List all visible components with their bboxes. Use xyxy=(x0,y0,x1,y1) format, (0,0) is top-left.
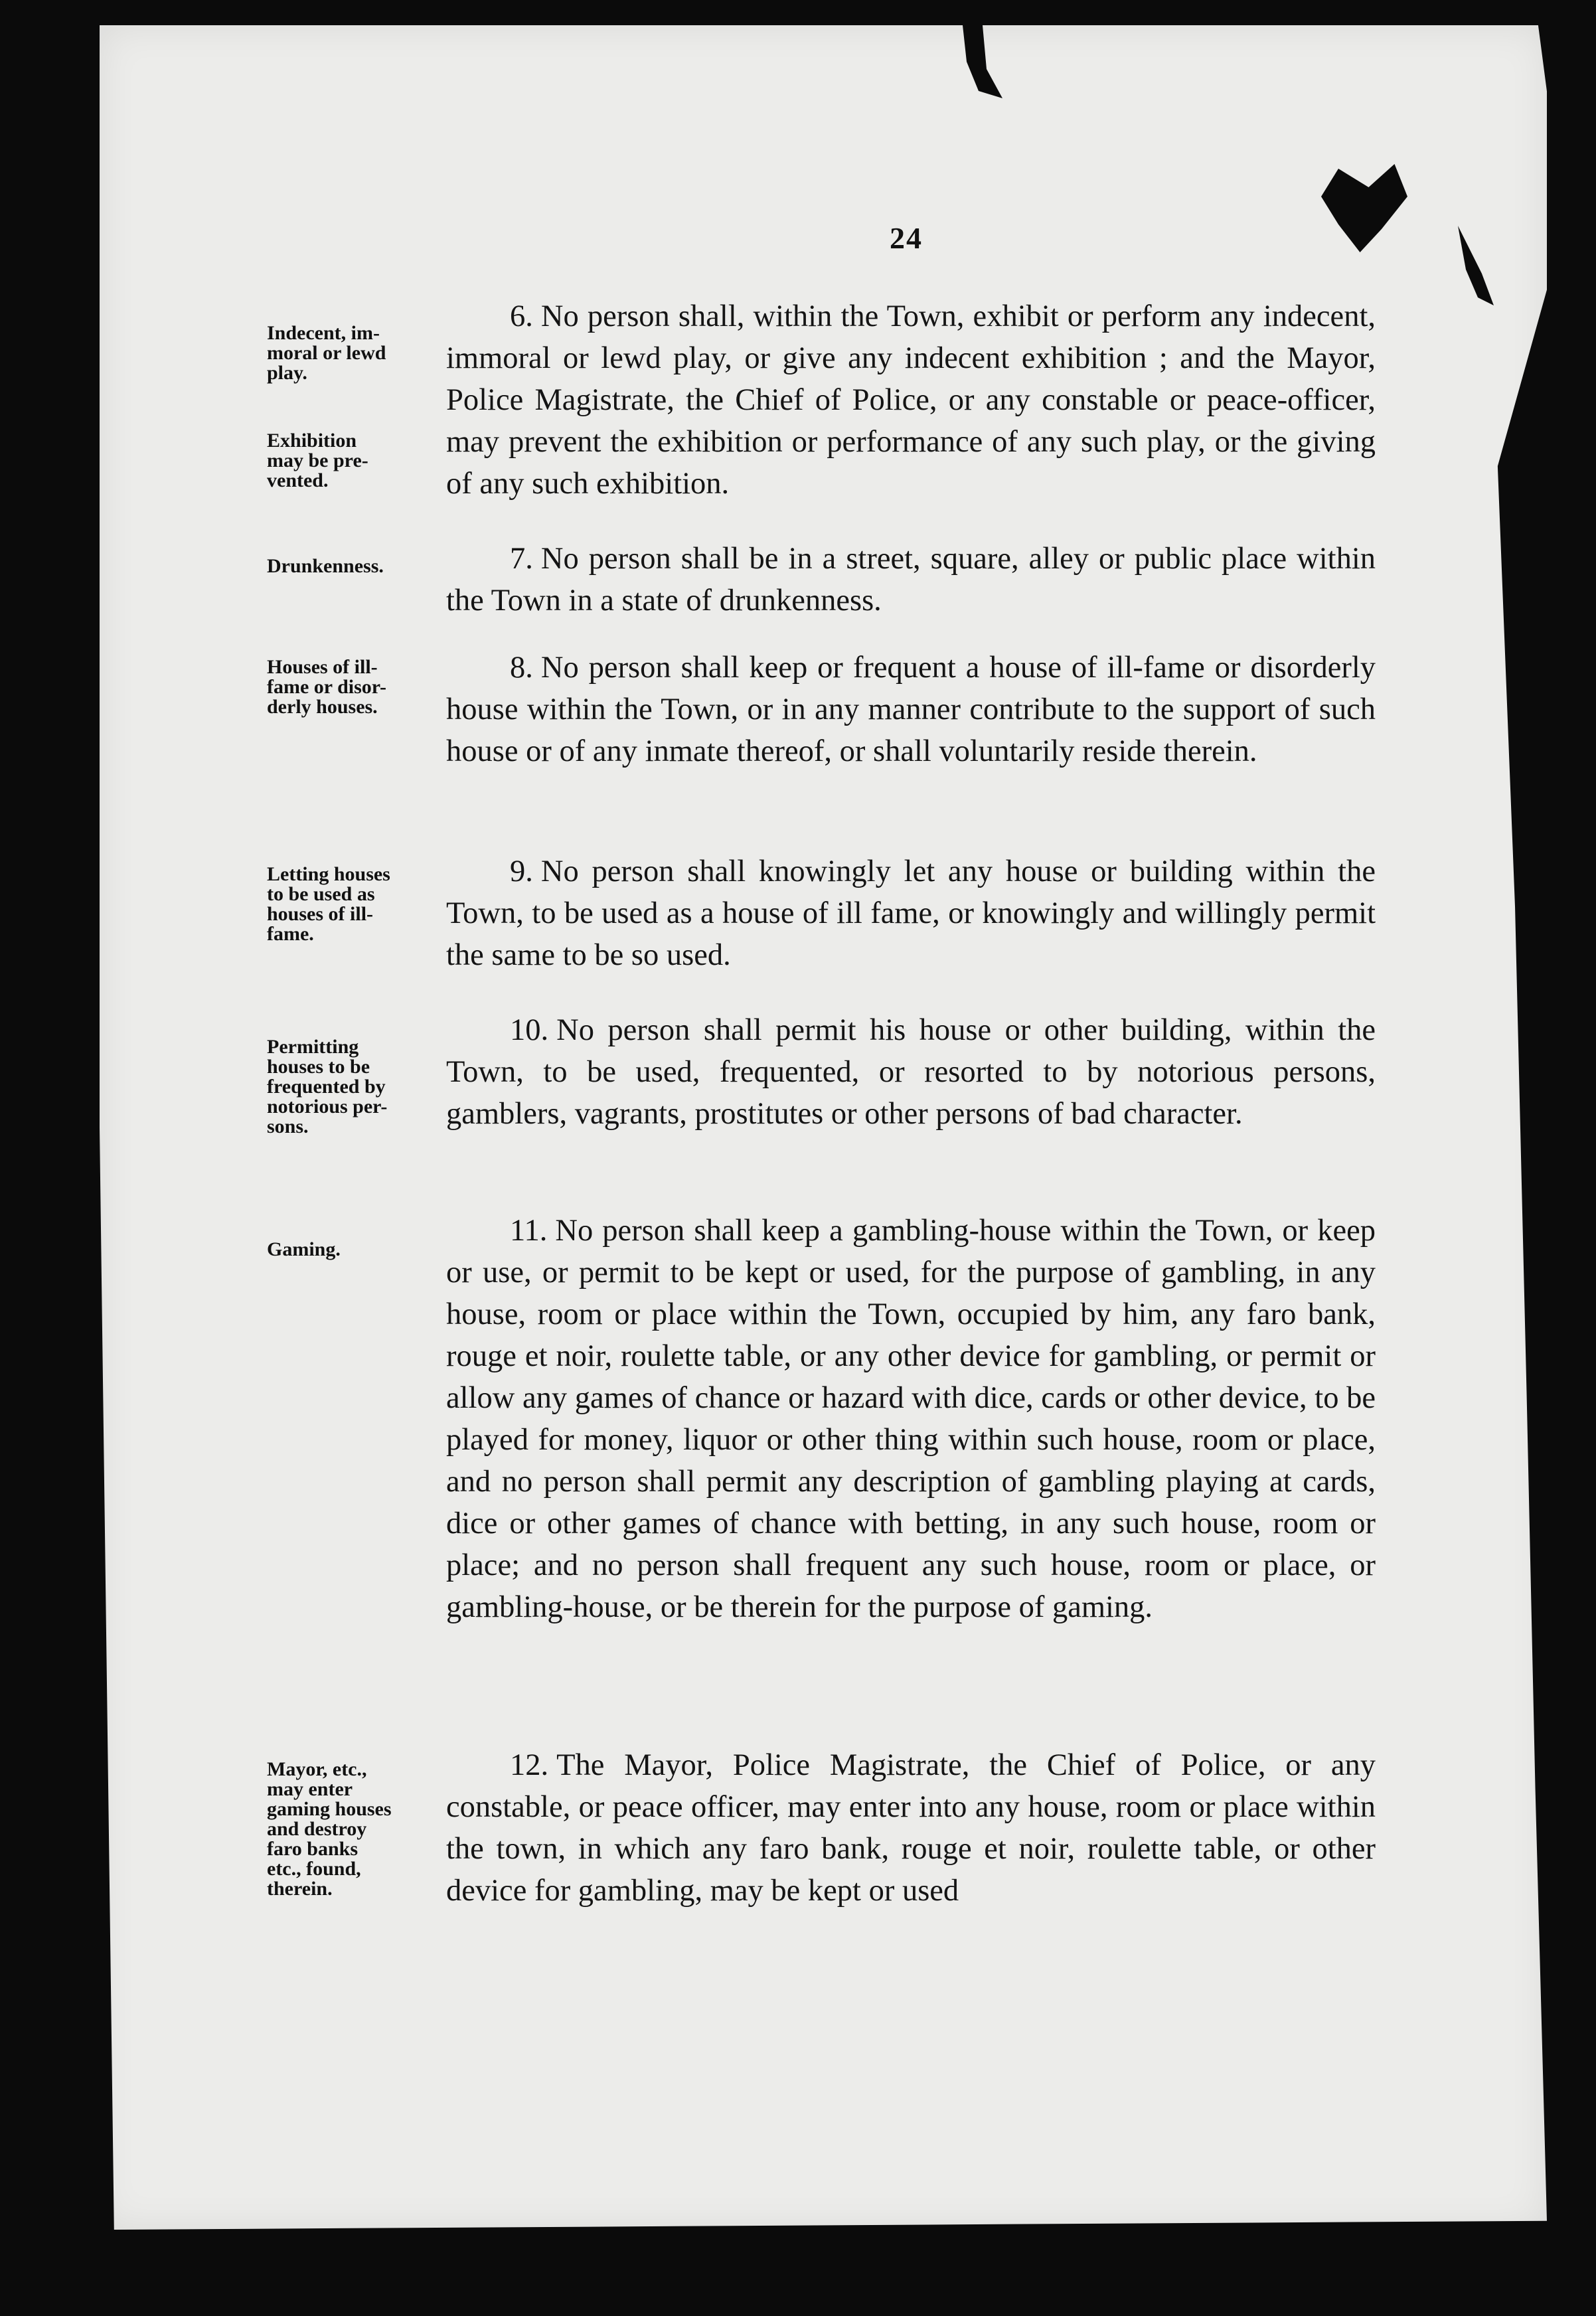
margin-note-exhibition-prevented: Exhibition may be pre- vented. xyxy=(267,430,368,491)
section-text: No person shall knowingly let any house or building within the Town, to be used as a house of ill fame, or knowingly and willingly permit the same to be so used. xyxy=(446,855,1376,972)
section-text: No person shall, within the Town, exhibit or perform any indecent, immoral or lewd play, or give any indecent exhibition ; and the Mayor, Police Magistrate, the Chief of Police, or any constable or peace-officer, may prevent the exhibition or performance of any such play, or the giving of any such exhibition. xyxy=(446,299,1376,501)
section-number: 11. xyxy=(510,1214,548,1248)
section-text: The Mayor, Police Magistrate, the Chief of Police, or any constable, or peace officer, may enter into any house, room or place within the town, in which any faro bank, rouge et noir, roulette table, or other device for gambling, may be kept or used xyxy=(446,1748,1376,1908)
margin-note-letting-houses: Letting houses to be used as houses of ill- fame. xyxy=(267,863,390,945)
section-number: 10. xyxy=(510,1013,549,1047)
section-7 xyxy=(446,538,1376,621)
margin-note-mayor-enter: Mayor, etc., may enter gaming houses and destroy faro banks etc., found, therein. xyxy=(267,1758,392,1900)
section-text: No person shall keep or frequent a house of ill-fame or disorderly house within the Town, or in any manner contribute to the support of such house or of any inmate thereof, or shall voluntarily reside therein. xyxy=(446,651,1376,768)
margin-note-indecent-play: Indecent, im- moral or lewd play. xyxy=(267,322,386,384)
section-text: No person shall be in a street, square, alley or public place within the Town in a state of drunkenness. xyxy=(446,542,1376,618)
section-number: 12. xyxy=(510,1748,549,1782)
section-number: 6. xyxy=(510,299,533,333)
margin-note-permitting-houses: Permitting houses to be frequented by notorious per- sons. xyxy=(267,1036,388,1137)
section-number: 8. xyxy=(510,651,533,685)
margin-note-gaming: Gaming. xyxy=(267,1238,341,1260)
margin-note-drunkenness: Drunkenness. xyxy=(267,555,384,577)
section-number: 9. xyxy=(510,855,533,888)
margin-note-houses-ill-fame: Houses of ill- fame or disor- derly houses. xyxy=(267,656,386,718)
section-9 xyxy=(446,851,1376,976)
section-6 xyxy=(446,295,1376,505)
section-text: No person shall keep a gambling-house within the Town, or keep or use, or permit to be kept or used, for the purpose of gambling, in any house, room or place within the Town, occupied by him, any faro bank, rouge et noir, roulette table, or any other device for gambling, or permit or allow any games of chance or hazard with dice, cards or other device, to be played for money, liquor or other thing within such house, room or place, and no person shall permit any description of gambling playing at cards, dice or other games of chance with betting, in any such house, room or place; and no person shall frequent any such house, room or place, or gambling-house, or be therein for the purpose of gaming. xyxy=(446,1214,1376,1624)
section-11 xyxy=(446,1210,1376,1628)
section-number: 7. xyxy=(510,542,533,576)
section-10 xyxy=(446,1009,1376,1135)
section-text: No person shall permit his house or other building, within the Town, to be used, frequented, or resorted to by notorious persons, gamblers, vagrants, prostitutes or other persons of bad character. xyxy=(446,1013,1376,1131)
section-12 xyxy=(446,1744,1376,1912)
section-8 xyxy=(446,647,1376,772)
page-number: 24 xyxy=(890,221,923,255)
